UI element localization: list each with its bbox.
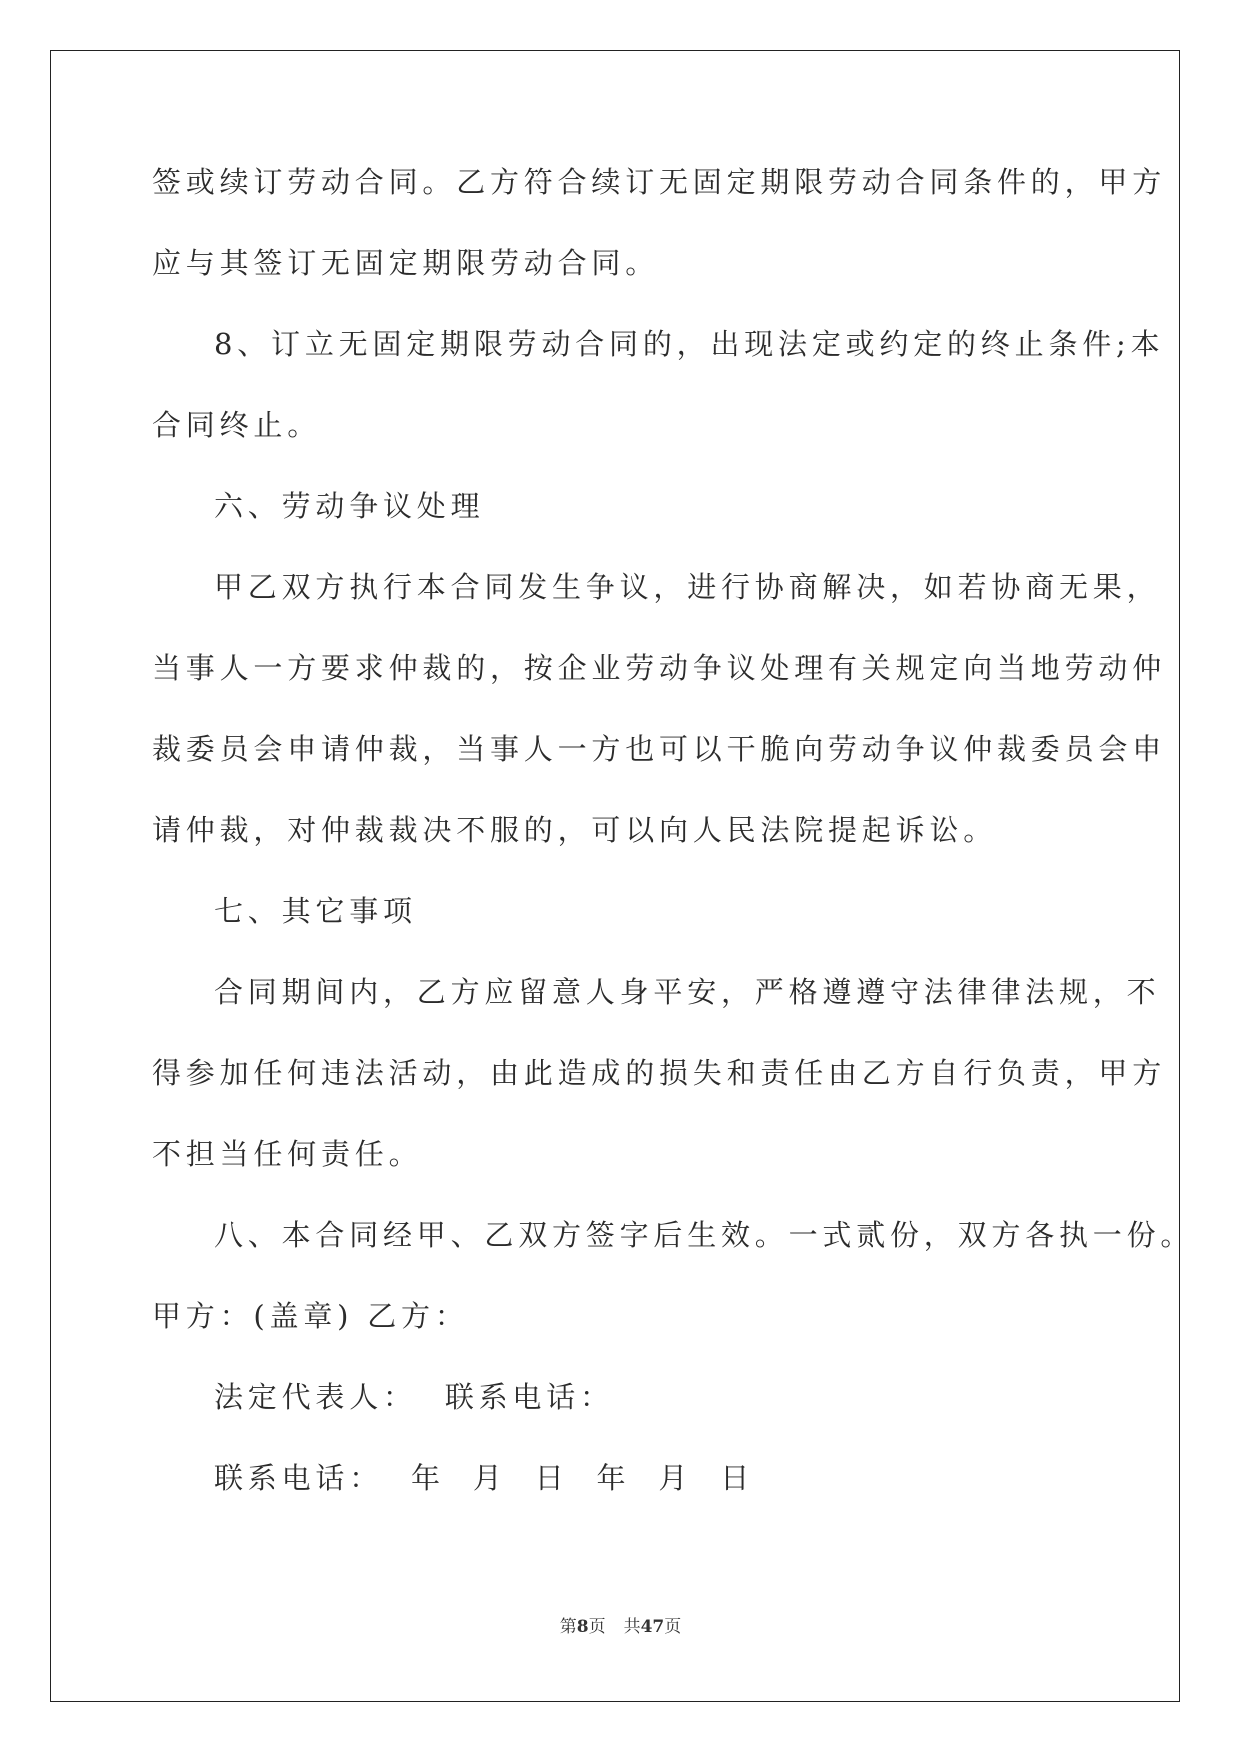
footer-page-unit: 页	[588, 1617, 606, 1637]
footer-total-prefix: 共	[623, 1617, 641, 1637]
section-heading-8: 八、本合同经甲、乙双方签字后生效。一式贰份，双方各执一份。	[214, 1218, 1195, 1252]
text-line: 合同终止。	[152, 408, 322, 442]
text-line: 合同期间内，乙方应留意人身平安，严格遵遵守法律律法规，不	[214, 975, 1161, 1009]
text-line: 甲乙双方执行本合同发生争议，进行协商解决，如若协商无果，	[214, 570, 1161, 604]
section-heading-6: 六、劳动争议处理	[214, 489, 485, 523]
document-body	[152, 162, 1195, 1539]
text-line: 不担当任何责任。	[152, 1137, 423, 1171]
signature-date-line: 联系电话： 年 月 日 年 月 日	[214, 1461, 755, 1495]
clause-8: 8、订立无固定期限劳动合同的，出现法定或约定的终止条件;本	[214, 327, 1165, 361]
footer-prefix: 第	[559, 1617, 577, 1637]
section-heading-7: 七、其它事项	[214, 894, 417, 928]
text-line: 请仲裁，对仲裁裁决不服的，可以向人民法院提起诉讼。	[152, 813, 998, 847]
text-line: 签或续订劳动合同。乙方符合续订无固定期限劳动合同条件的，甲方	[152, 165, 1167, 199]
signature-party-line: 甲方：(盖章) 乙方：	[152, 1299, 469, 1333]
total-pages: 47	[640, 1617, 665, 1637]
text-line: 应与其签订无固定期限劳动合同。	[152, 246, 660, 280]
signature-representative-line: 法定代表人： 联系电话：	[214, 1380, 614, 1414]
text-line: 当事人一方要求仲裁的，按企业劳动争议处理有关规定向当地劳动仲	[152, 651, 1167, 685]
text-line: 得参加任何违法活动，由此造成的损失和责任由乙方自行负责，甲方	[152, 1056, 1167, 1090]
text-line: 裁委员会申请仲裁，当事人一方也可以干脆向劳动争议仲裁委员会申	[152, 732, 1167, 766]
footer-total-unit: 页	[664, 1617, 682, 1637]
page-footer	[0, 1612, 1241, 1637]
page-number: 8	[576, 1617, 589, 1637]
